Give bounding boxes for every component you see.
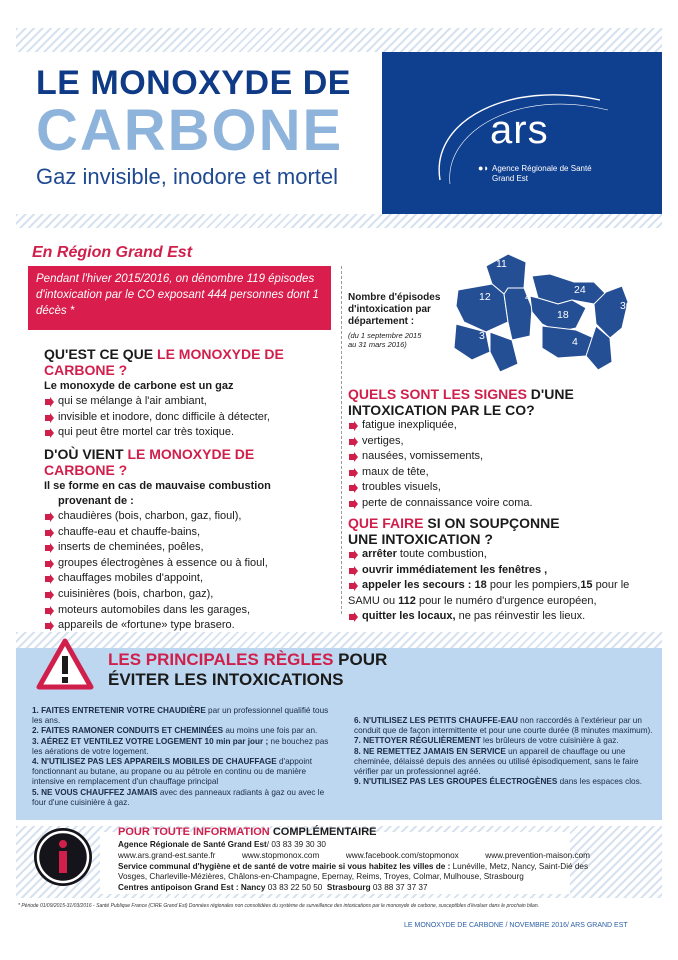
stopmonox-link[interactable]: www.stopmonox.com: [241, 851, 320, 860]
info-icon: [34, 828, 92, 886]
list-item: perte de connaissance voire coma.: [348, 496, 533, 512]
list-item: inserts de cheminées, poêles,: [44, 540, 268, 556]
region-stat-box: Pendant l'hiver 2015/2016, on dénombre 119 épisodes d'intoxication par le CO exposant 444 personnes dont 1 décès *: [28, 266, 331, 330]
map-count-haut-rhin: 10: [611, 347, 623, 359]
red-arrow-icon: [348, 550, 358, 560]
page-footer: LE MONOXYDE DE CARBONE / NOVEMBRE 2016/ ARS GRAND EST: [404, 922, 628, 929]
rules-right-column: [354, 716, 654, 787]
red-arrow-icon: [348, 452, 358, 462]
red-arrow-icon: [44, 512, 54, 522]
rule-item: 7. NETTOYER RÉGULIÈREMENT les brûleurs de votre cuisinière à gaz.: [354, 736, 619, 746]
rule-item: 8. NE REMETTEZ JAMAIS EN SERVICE un appareil de chauffage ou une cheminée, délaissé depuis des années ou utilisé épisodiquement, sans le faire vérifier par un professionnel agréé.: [354, 746, 639, 777]
map-count-meuse: 4: [525, 291, 531, 303]
municipal-cities: Vosges, Charleville-Mézières, Châlons-en-Champagne, Epernay, Reims, Troyes, Colmar, Mulhouse, Strasbourg: [118, 872, 524, 881]
red-arrow-icon: [348, 581, 358, 591]
rule-item: 4. N'UTILISEZ PAS LES APPAREILS MOBILES DE CHAUFFAGE d'appoint fonctionnant au butane, au propane ou au pétrole en continu ou de manière intensive en remplacement d'un chauffage principal: [32, 757, 312, 787]
map-count-ardennes: 11: [496, 258, 507, 270]
municipal-service: Service communal d'hygiène et de santé de votre mairie si vous habitez les villes de : Lunéville, Metz, Nancy, Saint-Dié des: [118, 862, 589, 871]
map-dept-vosges: [542, 326, 594, 358]
red-arrow-icon: [348, 612, 358, 622]
rule-item: 9. N'UTILISEZ PAS LES GROUPES ÉLECTROGÈNES dans les espaces clos.: [354, 777, 642, 787]
what-to-do-heading: QUE FAIRE SI ON SOUPÇONNE UNE INTOXICATION ?: [348, 515, 560, 547]
info-glyph-icon: [34, 828, 92, 886]
list-item: chaudières (bois, charbon, gaz, fioul),: [44, 509, 268, 525]
symptoms-heading: QUELS SONT LES SIGNES D'UNE INTOXICATION PAR LE CO?: [348, 386, 574, 418]
poison-centers: Centres antipoison Grand Est : Nancy 03 83 22 50 50 Strasbourg 03 88 37 37 37: [118, 883, 428, 892]
co-source-list: [44, 509, 268, 634]
list-item: nausées, vomissements,: [348, 449, 533, 465]
list-item: fatigue inexpliquée,: [348, 418, 533, 434]
list-item: qui peut être mortel car très toxique.: [44, 425, 270, 441]
red-arrow-icon: [348, 566, 358, 576]
warning-triangle-icon: [36, 638, 94, 690]
list-item: invisible et inodore, donc difficile à détecter,: [44, 410, 270, 426]
red-arrow-icon: [44, 606, 54, 616]
list-item: cuisinières (bois, charbon, gaz),: [44, 587, 268, 603]
red-arrow-icon: [348, 499, 358, 509]
red-arrow-icon: [44, 543, 54, 553]
red-arrow-icon: [44, 590, 54, 600]
list-item: maux de tête,: [348, 465, 533, 481]
ars-website-link[interactable]: www.ars.grand-est.sante.fr: [118, 851, 216, 860]
ars-logo-text: ars: [490, 108, 549, 152]
info-links: [118, 851, 590, 861]
list-item: troubles visuels,: [348, 480, 533, 496]
red-arrow-icon: [44, 559, 54, 569]
red-arrow-icon: [44, 621, 54, 631]
map-count-meurthe: 18: [557, 309, 569, 321]
red-arrow-icon: [44, 428, 54, 438]
symptoms-list: [348, 418, 533, 512]
co-source-intro2: provenant de :: [58, 495, 134, 507]
map-count-aube: 3: [479, 330, 485, 342]
list-item: qui se mélange à l'air ambiant,: [44, 394, 270, 410]
red-arrow-icon: [348, 437, 358, 447]
rule-item: 3. AÉREZ ET VENTILEZ VOTRE LOGEMENT 10 min par jour ; ne bouchez pas les aérations de votre logement.: [32, 736, 329, 756]
rule-item: 6. N'UTILISEZ LES PETITS CHAUFFE-EAU non raccordés à l'extérieur par un conduit que de façon intermittente et pour une courte durée (8 minutes maximum).: [354, 716, 653, 736]
page-subtitle: Gaz invisible, inodore et mortel: [36, 164, 339, 189]
rule-item: 1. FAITES ENTRETENIR VOTRE CHAUDIÈRE par un professionnel qualifié tous les ans.: [32, 706, 329, 726]
header-stripes: [16, 28, 662, 52]
map-caption-period: (du 1 septembre 2015 au 31 mars 2016): [348, 331, 422, 349]
facebook-link[interactable]: www.facebook.com/stopmonox: [345, 851, 459, 860]
list-item: ouvrir immédiatement les fenêtres ,: [348, 563, 660, 579]
column-divider: [341, 266, 342, 614]
list-item: arrêter toute combustion,: [348, 547, 660, 563]
ars-logo-dots-icon: ●◗: [478, 163, 489, 173]
list-item: chauffe-eau et chauffe-bains,: [44, 525, 268, 541]
rules-title: LES PRINCIPALES RÈGLES POUR: [108, 650, 388, 669]
red-arrow-icon: [44, 528, 54, 538]
region-title: En Région Grand Est: [32, 244, 193, 261]
what-to-do-list: [348, 547, 660, 625]
list-item: groupes électrogènes à essence ou à fioul,: [44, 556, 268, 572]
red-arrow-icon: [44, 413, 54, 423]
what-is-co-list: [44, 394, 270, 441]
prevention-maison-link[interactable]: www.prevention-maison.com: [485, 851, 590, 860]
what-is-co-intro: Le monoxyde de carbone est un gaz: [44, 380, 234, 392]
red-arrow-icon: [348, 468, 358, 478]
co-source-heading: D'OÙ VIENT LE MONOXYDE DE CARBONE ?: [44, 446, 255, 478]
info-title: POUR TOUTE INFORMATION COMPLÉMENTAIRE: [118, 826, 377, 838]
map-count-bas-rhin: 30: [620, 300, 632, 312]
footnote: * Période 01/09/2015-31/03/2016 - Santé Publique France (CIRE Grand Est) Données régionales non consolidées du système de surveillance des intoxications par le monoxyde de carbone, susceptibles d'évoluer dans le prochain bilan.: [18, 903, 539, 909]
red-arrow-icon: [44, 574, 54, 584]
header-bottom-stripes: [16, 214, 662, 228]
list-item: vertiges,: [348, 434, 533, 450]
map-count-moselle: 24: [574, 284, 586, 296]
co-source-intro: Il se forme en cas de mauvaise combustion: [44, 480, 271, 492]
map-count-vosges: 4: [572, 336, 578, 348]
rules-stripes: [16, 632, 662, 648]
list-item-continuation: SAMU ou 112 pour le numéro d'urgence européen,: [348, 594, 597, 607]
red-arrow-icon: [44, 397, 54, 407]
map-count-haute-marne: 3: [524, 342, 530, 354]
ars-logo-region: Grand Est: [492, 174, 529, 183]
rule-item: 2. FAITES RAMONER CONDUITS ET CHEMINÉES au moins une fois par an.: [32, 726, 318, 736]
rules-subtitle: ÉVITER LES INTOXICATIONS: [108, 670, 344, 689]
rule-item: 5. NE VOUS CHAUFFEZ JAMAIS avec des panneaux radiants à gaz ou avec le four d'une cuisinière à gaz.: [32, 787, 325, 807]
what-is-co-heading: QU'EST CE QUE LE MONOXYDE DE CARBONE ?: [44, 346, 284, 378]
map-caption: Nombre d'épisodes d'intoxication par département :: [348, 292, 441, 327]
list-item: quitter les locaux, ne pas réinvestir les lieux.: [348, 609, 660, 625]
red-arrow-icon: [348, 421, 358, 431]
rules-left-column: [32, 706, 332, 808]
list-item: chauffages mobiles d'appoint,: [44, 571, 268, 587]
list-item: appeler les secours : 18 pour les pompiers,15 pour le: [348, 578, 660, 594]
page-title-line1: LE MONOXYDE DE: [36, 64, 351, 102]
map-count-marne: 12: [479, 291, 491, 303]
ars-logo-agency: Agence Régionale de Santé: [492, 164, 592, 173]
red-arrow-icon: [348, 483, 358, 493]
agency-contact: Agence Régionale de Santé Grand Est/ 03 83 39 30 30: [118, 840, 326, 849]
page-title-line2: CARBONE: [36, 98, 344, 163]
list-item: appareils de «fortune» type brasero.: [44, 618, 268, 634]
list-item: moteurs automobiles dans les garages,: [44, 603, 268, 619]
